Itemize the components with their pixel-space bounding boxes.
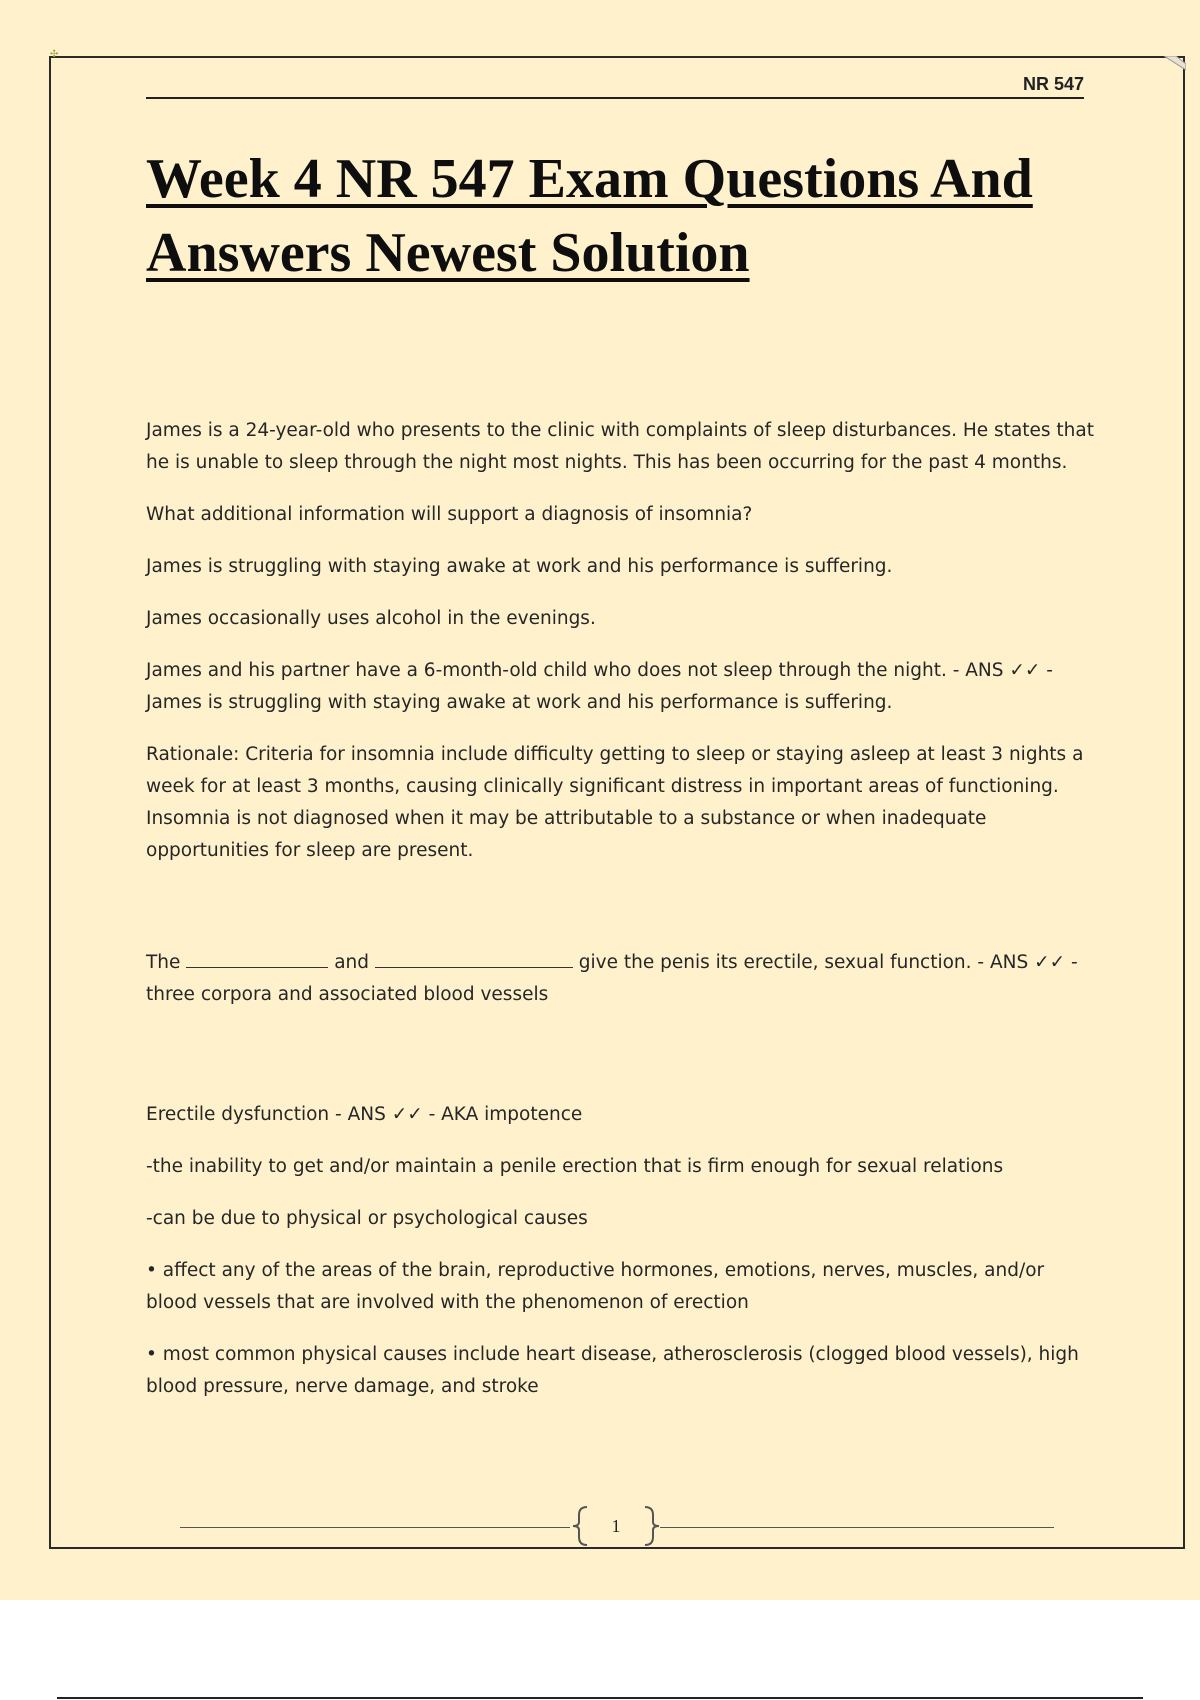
question-2-text-3: give the penis its erectile, sexual function. - ANS ✓✓ - three corpora and associated blood vessels xyxy=(146,952,1078,1005)
header-rule xyxy=(146,97,1084,99)
fill-blank-2 xyxy=(375,949,573,969)
page-number-box xyxy=(571,1505,661,1547)
header-course-code: NR 547 xyxy=(1022,74,1084,94)
question-3-bullet-2: • most common physical causes include heart disease, atherosclerosis (clogged blood vessels), high blood pressure, nerve damage, and stroke xyxy=(146,1344,1079,1397)
fill-blank-1 xyxy=(186,949,328,969)
question-1-option-2: James occasionally uses alcohol in the evenings. xyxy=(146,608,596,629)
title-line-2: Answers Newest Solution xyxy=(146,222,750,284)
next-page-edge xyxy=(57,1697,1143,1699)
question-2-text-1: The xyxy=(146,952,181,973)
question-3-definition-1: -the inability to get and/or maintain a penile erection that is firm enough for sexual relations xyxy=(146,1156,1004,1177)
question-2 xyxy=(146,947,1096,1011)
corner-anchor-icon: ✣ xyxy=(50,49,59,60)
page-number: 1 xyxy=(611,1516,621,1536)
question-3-bullet-1: • affect any of the areas of the brain, reproductive hormones, emotions, nerves, muscles, and/or blood vessels that are involved with the phenomenon of erection xyxy=(146,1260,1045,1313)
document-body xyxy=(146,415,1096,1423)
question-3-term: Erectile dysfunction - ANS ✓✓ - AKA impotence xyxy=(146,1104,583,1125)
question-2-text-2: and xyxy=(334,952,370,973)
question-1-option-1: James is struggling with staying awake at work and his performance is suffering. xyxy=(146,556,893,577)
question-1-prompt: What additional information will support a diagnosis of insomnia? xyxy=(146,504,753,525)
document-title xyxy=(146,142,1086,290)
footer-rule-left xyxy=(180,1527,570,1528)
page-fold-icon xyxy=(1164,56,1186,70)
question-1-rationale: Rationale: Criteria for insomnia include difficulty getting to sleep or staying asleep at least 3 nights a week for at least 3 months, causing clinically significant distress in important areas of functioning. Insomnia is not diagnosed when it may be attributable to a substance or when inadequate opportunities for sleep are present. xyxy=(146,744,1084,861)
question-3-definition-2: -can be due to physical or psychological causes xyxy=(146,1208,588,1229)
question-1-scenario: James is a 24-year-old who presents to the clinic with complaints of sleep disturbances. He states that he is unable to sleep through the night most nights. This has been occurring for the past 4 months. xyxy=(146,420,1094,473)
footer-rule-right xyxy=(660,1527,1054,1528)
title-line-1: Week 4 NR 547 Exam Questions And xyxy=(146,148,1033,210)
question-1-option-3-answer: James and his partner have a 6-month-old child who does not sleep through the night. - ANS ✓✓ - James is struggling with staying awake at work and his performance is suffering. xyxy=(146,660,1053,713)
